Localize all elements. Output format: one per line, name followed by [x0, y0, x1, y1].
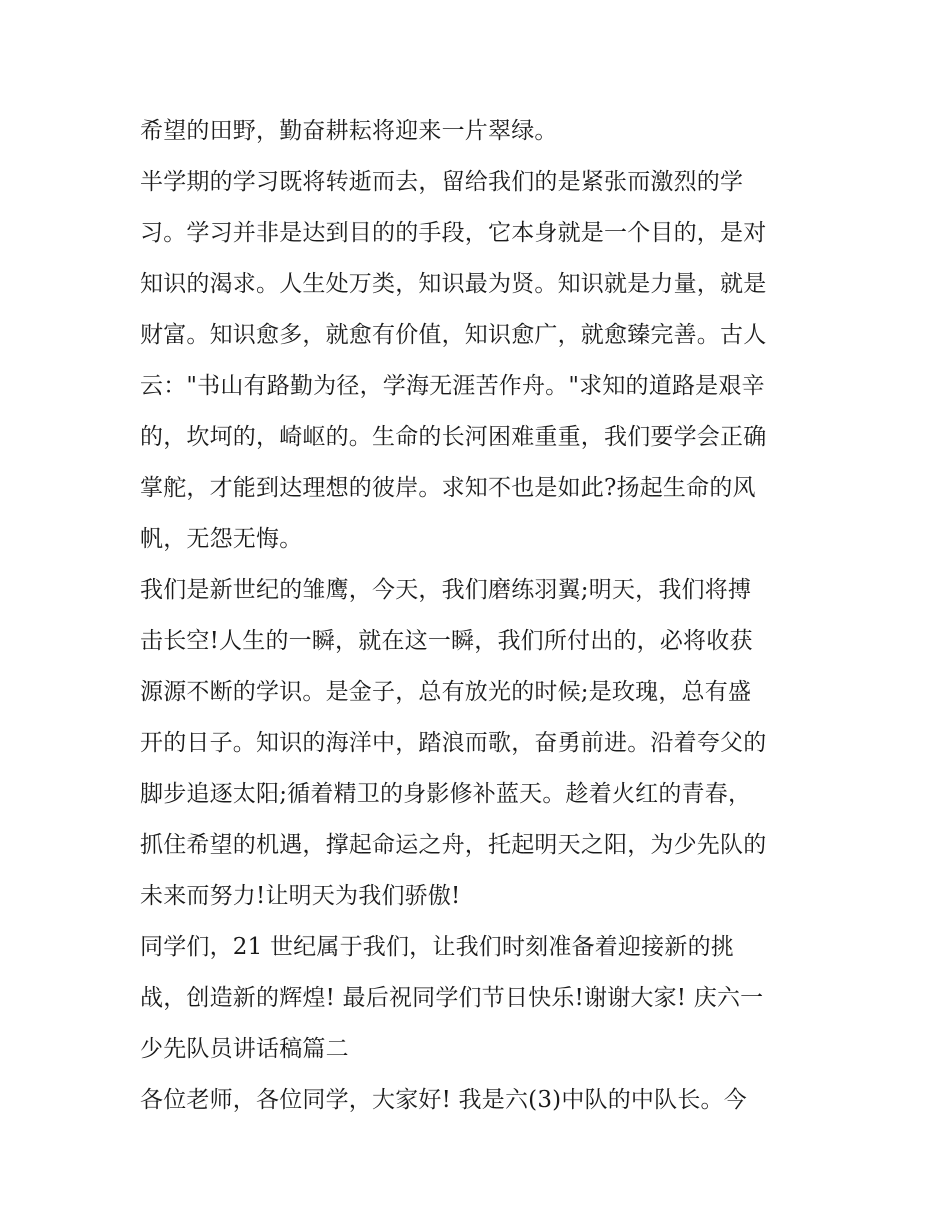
section-heading: 少先队员讲话稿篇二: [140, 1036, 349, 1062]
text-line: 源源不断的学识。是金子，总有放光的时候;是玫瑰，总有盛: [140, 679, 752, 705]
text-line: 战，创造新的辉煌! 最后祝同学们节日快乐!谢谢大家! 庆六一: [140, 985, 764, 1011]
text-line: 抓住希望的机遇，撑起命运之舟，托起明天之阳，为少先队的: [140, 832, 767, 858]
text-line: 各位老师，各位同学，大家好! 我是六(3)中队的中队长。今: [140, 1087, 747, 1113]
text-line: 开的日子。知识的海洋中，踏浪而歌，奋勇前进。沿着夸父的: [140, 730, 767, 756]
text-line: 云："书山有路勤为径，学海无涯苦作舟。"求知的道路是艰辛: [140, 373, 765, 399]
text-line: 同学们，21 世纪属于我们，让我们时刻准备着迎接新的挑: [140, 934, 734, 960]
text-line: 希望的田野，勤奋耕耘将迎来一片翠绿。: [140, 118, 558, 144]
text-line: 财富。知识愈多，就愈有价值，知识愈广，就愈臻完善。古人: [140, 322, 767, 348]
text-line: 习。学习并非是达到目的的手段，它本身就是一个目的，是对: [140, 220, 767, 246]
text-line: 击长空!人生的一瞬，就在这一瞬，我们所付出的，必将收获: [140, 628, 753, 654]
text-line: 我们是新世纪的雏鹰，今天，我们磨练羽翼;明天，我们将搏: [140, 577, 752, 603]
text-line: 脚步追逐太阳;循着精卫的身影修补蓝天。趁着火红的青春，: [140, 781, 752, 807]
document-body: [140, 106, 820, 1126]
text-line: 的，坎坷的，崎岖的。生命的长河困难重重，我们要学会正确: [140, 424, 767, 450]
text-line: 掌舵，才能到达理想的彼岸。求知不也是如此?扬起生命的风: [140, 475, 756, 501]
text-line: 知识的渴求。人生处万类，知识最为贤。知识就是力量，就是: [140, 271, 767, 297]
text-line: 未来而努力!让明天为我们骄傲!: [140, 883, 461, 909]
text-line: 帆，无怨无悔。: [140, 526, 303, 552]
text-line: 半学期的学习既将转逝而去，留给我们的是紧张而激烈的学: [140, 169, 744, 195]
